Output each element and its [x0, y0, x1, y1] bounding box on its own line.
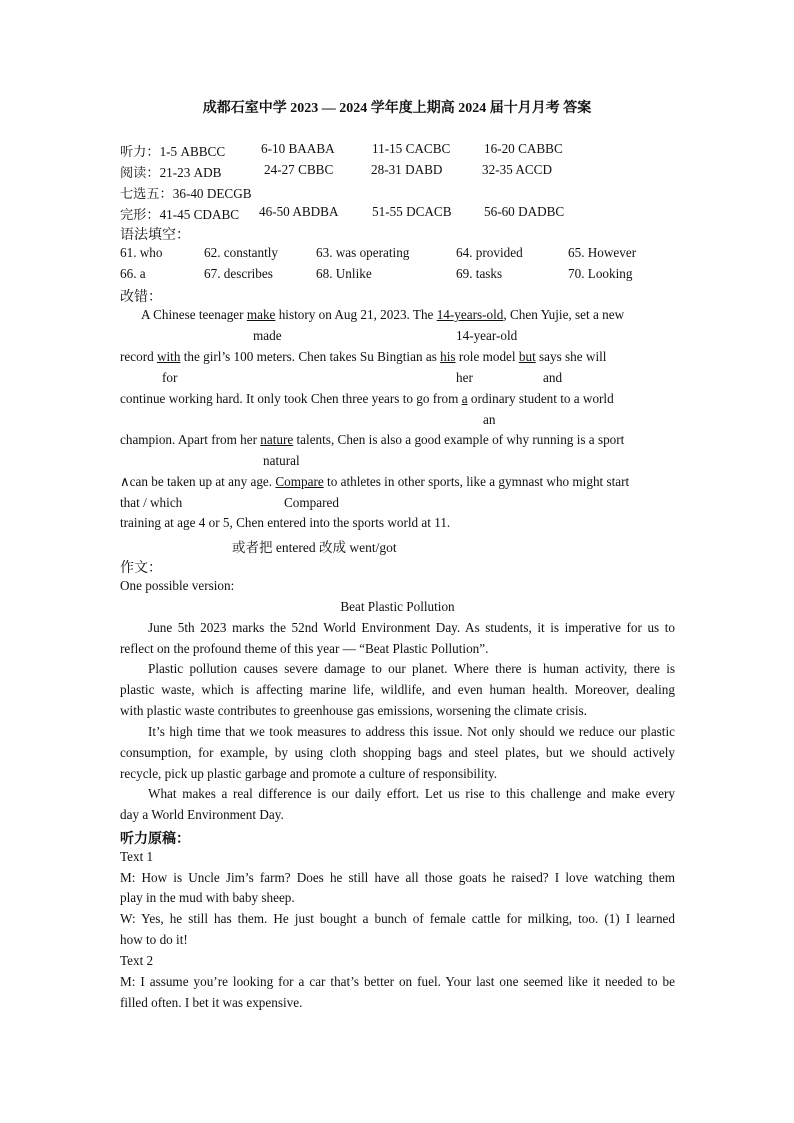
essay-line: It’s high time that we took measures to address this issue. Not only should we reduce our plastic [148, 724, 675, 739]
grammar-answer-65: 65. However [568, 245, 637, 260]
grammar-answer-64: 64. provided [456, 245, 523, 260]
correction-line-2 [120, 349, 606, 365]
essay-line: Plastic pollution causes severe damage to our planet. Where there is human activity, there is [148, 661, 675, 676]
correction-fix: Compared [284, 495, 339, 510]
document-title: 成都石室中学 2023 — 2024 学年度上期高 2024 届十月月考 答案 [202, 101, 592, 116]
reading-label: 阅读： [120, 165, 160, 180]
error-word: nature [260, 432, 294, 447]
transcript-line: M: I assume you’re looking for a car that’s better on fuel. Your last one seemed like it needed to be [120, 974, 675, 989]
error-word: make [246, 307, 276, 322]
transcript-line: how to do it! [120, 932, 188, 947]
correction-line-3 [120, 391, 614, 407]
correction-fix: 14-year-old [456, 328, 518, 343]
transcript-label: 听力原稿： [120, 832, 190, 847]
error-word: a [461, 391, 468, 406]
grammar-answer-63: 63. was operating [316, 245, 410, 260]
cloze-answers-2: 46-50 ABDBA [259, 204, 339, 219]
text-span: , Chen Yujie, set a new [503, 307, 625, 322]
text-span: history on Aug 21, 2023. The [275, 307, 437, 322]
seven-answers: 36-40 DECGB [172, 186, 252, 201]
error-word: Compare [275, 474, 324, 489]
reading-answers-4: 32-35 ACCD [482, 162, 552, 177]
reading-answers-1: 21-23 ADB [159, 165, 222, 180]
error-word: with [156, 349, 181, 364]
correction-fix: natural [263, 453, 300, 468]
correction-fix: her [456, 370, 473, 385]
listening-answers-4: 16-20 CABBC [484, 141, 563, 156]
text-span: role model [455, 349, 519, 364]
text-span: the girl’s 100 meters. Chen takes Su Bingtian as [180, 349, 441, 364]
correction-fix: for [162, 370, 178, 385]
error-word: but [518, 349, 536, 364]
reading-answers-3: 28-31 DABD [371, 162, 443, 177]
text-span: A Chinese teenager [141, 307, 247, 322]
correction-line-5 [120, 474, 629, 490]
text-span: continue working hard. It only took Chen three years to go from [120, 391, 462, 406]
grammar-answer-68: 68. Unlike [316, 266, 372, 281]
correction-fix: made [253, 328, 282, 343]
grammar-answer-69: 69. tasks [456, 266, 503, 281]
reading-row [120, 162, 221, 181]
essay-line: What makes a real difference is our daily effort. Let us rise to this challenge and make every [148, 786, 675, 801]
cloze-label: 完形： [120, 207, 160, 222]
grammar-label: 语法填空： [120, 228, 190, 243]
correction-label: 改错： [120, 290, 162, 305]
writing-label: 作文： [120, 561, 162, 576]
listening-answers-2: 6-10 BAABA [261, 141, 335, 156]
cloze-row [120, 204, 239, 223]
grammar-answer-66: 66. a [120, 266, 146, 281]
seven-label: 七选五： [120, 186, 173, 201]
seven-choose-five-row [120, 183, 252, 202]
cloze-answers-3: 51-55 DCACB [372, 204, 452, 219]
essay-line: day a World Environment Day. [120, 807, 284, 822]
cloze-answers-4: 56-60 DADBC [484, 204, 565, 219]
listening-label: 听力： [120, 144, 160, 159]
writing-intro: One possible version: [120, 578, 235, 593]
correction-line-6: training at age 4 or 5, Chen entered into the sports world at 11. [120, 515, 451, 530]
essay-line: June 5th 2023 marks the 52nd World Environment Day. As students, it is imperative for us to [148, 620, 675, 635]
text-span: ∧can be taken up at any age. [120, 474, 276, 489]
error-word: 14-years-old [436, 307, 504, 322]
transcript-text-1-heading: Text 1 [120, 849, 154, 864]
error-word: his [440, 349, 456, 364]
transcript-line: M: How is Uncle Jim’s farm? Does he still have all those goats he raised? I love watching them [120, 870, 675, 885]
text-span: talents, Chen is also a good example of why running is a sport [293, 432, 625, 447]
essay-title: Beat Plastic Pollution [340, 599, 455, 614]
correction-fix: that / which [120, 495, 183, 510]
cloze-answers-1: 41-45 CDABC [159, 207, 240, 222]
essay-line: reflect on the profound theme of this year — “Beat Plastic Pollution”. [120, 641, 489, 656]
essay-line: plastic waste, which is affecting marine life, wildlife, and even human health. Moreover, dealing [120, 682, 675, 697]
correction-note: 或者把 entered 改成 went/got [232, 540, 397, 555]
transcript-line: filled often. I bet it was expensive. [120, 995, 303, 1010]
grammar-answer-62: 62. constantly [204, 245, 278, 260]
grammar-answer-61: 61. who [120, 245, 163, 260]
text-span: champion. Apart from her [120, 432, 261, 447]
correction-line-4 [120, 432, 624, 448]
essay-line: with plastic waste contributes to greenhouse gas emissions, worsening the climate crisis. [120, 703, 587, 718]
transcript-line: play in the mud with baby sheep. [120, 890, 295, 905]
grammar-answer-67: 67. describes [204, 266, 273, 281]
text-span: to athletes in other sports, like a gymnast who might start [323, 474, 630, 489]
reading-answers-2: 24-27 CBBC [264, 162, 334, 177]
text-span: ordinary student to a world [467, 391, 614, 406]
listening-answers-3: 11-15 CACBC [372, 141, 451, 156]
correction-fix: an [483, 412, 496, 427]
essay-line: recycle, pick up plastic garbage and promote a culture of responsibility. [120, 766, 498, 781]
text-span: says she will [535, 349, 607, 364]
transcript-text-2-heading: Text 2 [120, 953, 154, 968]
essay-line: consumption, for example, by using cloth shopping bags and steel plates, but we should actively [120, 745, 675, 760]
text-span: record [120, 349, 157, 364]
correction-fix: and [543, 370, 563, 385]
correction-line-1 [141, 307, 624, 323]
grammar-answer-70: 70. Looking [568, 266, 633, 281]
listening-answers-1: 1-5 ABBCC [159, 144, 226, 159]
transcript-line: W: Yes, he still has them. He just bought a bunch of female cattle for milking, too. (1) I learned [120, 911, 675, 926]
listening-row [120, 141, 225, 160]
